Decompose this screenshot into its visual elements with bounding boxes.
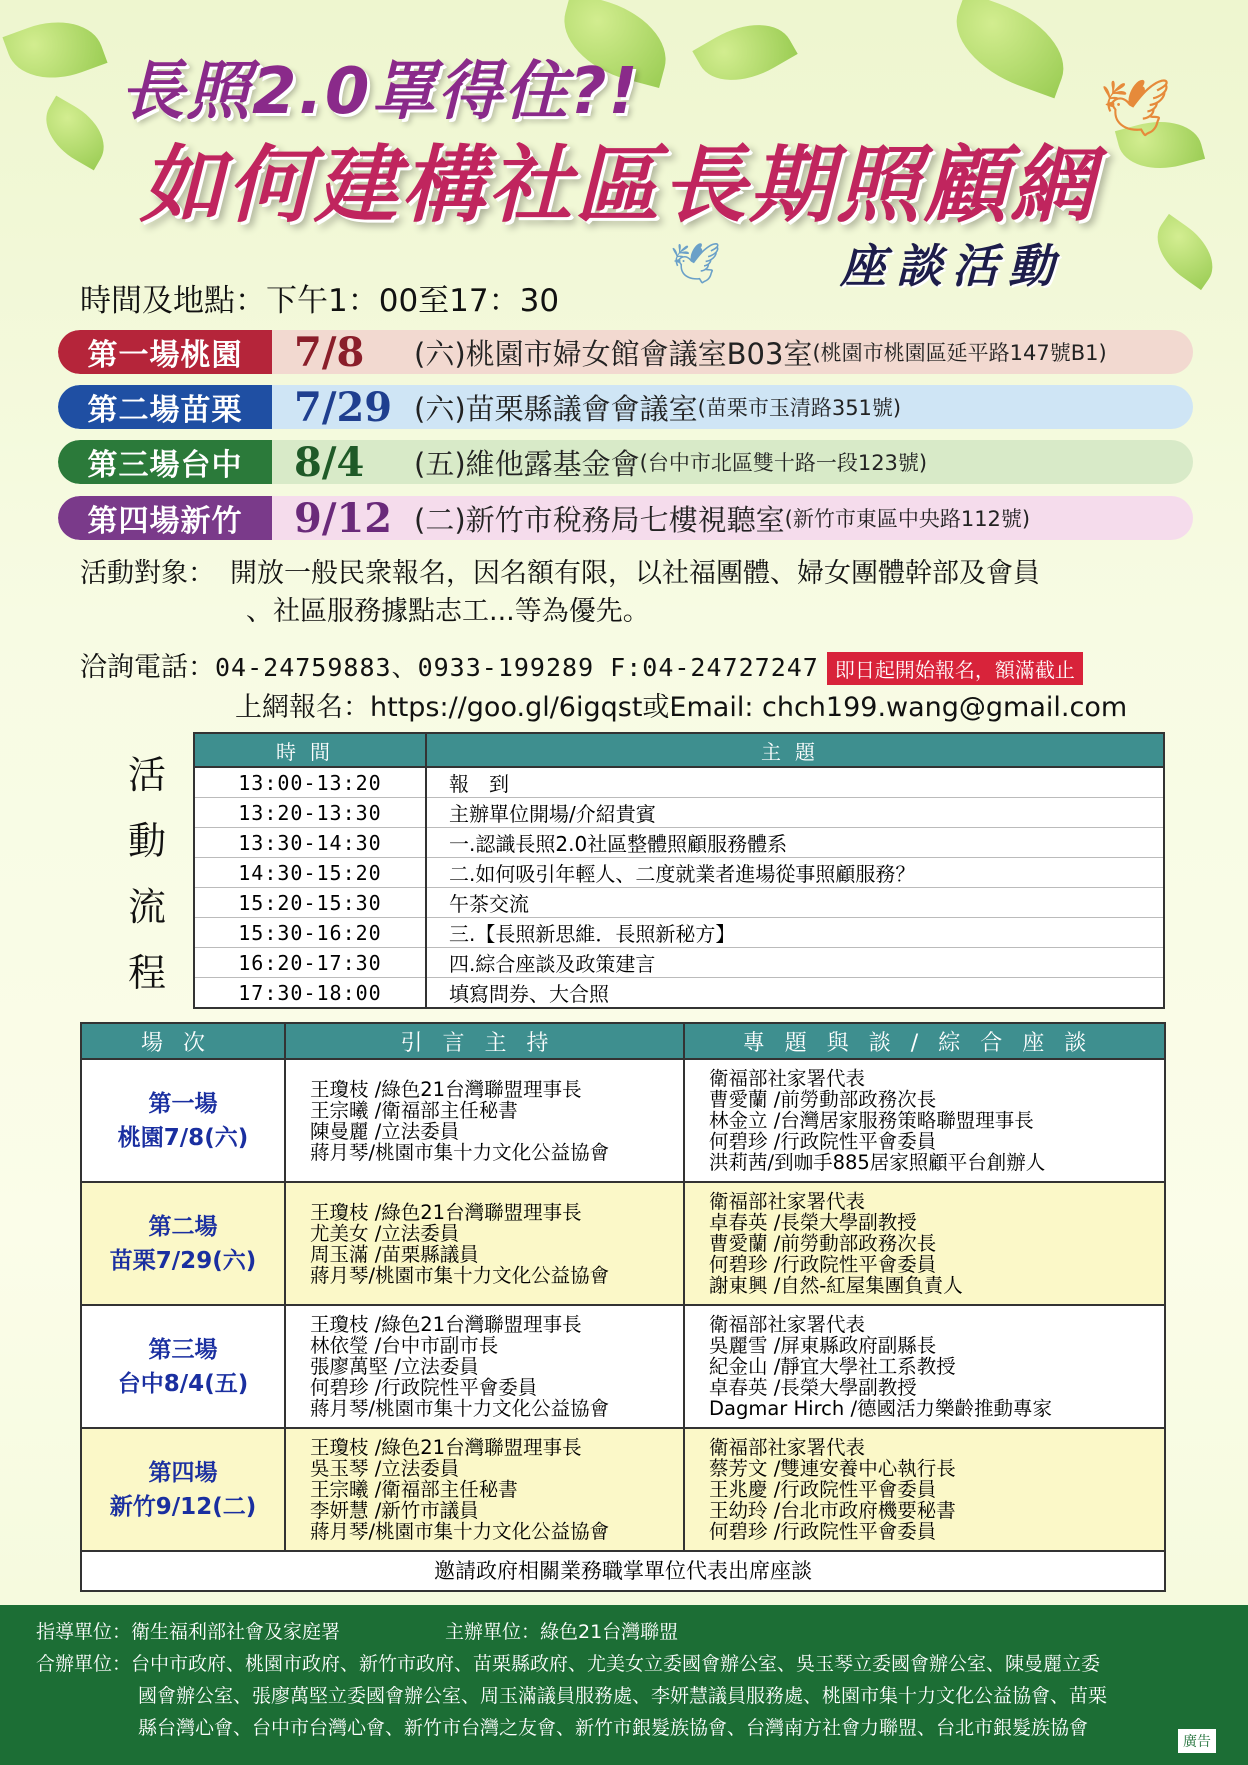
speaker-entry: 曹愛蘭 /前勞動部政務次長 <box>709 1088 937 1111</box>
footer-co-line-1: 合辦單位：台中市政府、桃園市政府、新竹市政府、苗栗縣政府、尤美女立委國會辦公室、吳玉琴立委國會辦公室、陳曼麗立委 <box>36 1653 1101 1675</box>
host-entry: 王瓊枝 /綠色21台灣聯盟理事長 <box>310 1313 582 1336</box>
audience-line-2: 、社區服務據點志工...等為優先。 <box>246 596 650 627</box>
schedule-hosts <box>285 1059 684 1182</box>
schedule-speakers <box>684 1428 1165 1551</box>
contact-phones: 04-24759883、0933-199289 F:04-24727247 <box>215 653 819 682</box>
host-entry: 尤美女 /立法委員 <box>310 1221 460 1245</box>
flow-row <box>194 948 1164 978</box>
leaf-decoration <box>942 0 1079 98</box>
flow-row <box>194 767 1164 798</box>
session-name: 第一場 <box>148 1090 218 1117</box>
speaker-entry: 何碧珍 /行政院性平會委員 <box>709 1130 937 1153</box>
host-entry: 吳玉琴 /立法委員 <box>310 1457 460 1480</box>
title-line-1: 長照2.0罩得住?! <box>120 55 640 129</box>
schedule-header-speakers: 專題與談/綜合座談 <box>684 1023 1165 1059</box>
flow-time: 16:20-17:30 <box>194 948 426 978</box>
host-entry: 蔣月琴/桃園市集十力文化公益協會 <box>310 1263 610 1287</box>
ad-label: 廣告 <box>1178 1729 1216 1753</box>
schedule-speakers <box>684 1305 1165 1428</box>
speaker-entry: 衛福部社家署代表 <box>709 1190 866 1213</box>
session-place: (六)苗栗縣議會會議室 <box>414 391 698 426</box>
host-entry: 王宗曦 /衛福部主任秘書 <box>310 1098 518 1122</box>
schedule-row <box>81 1182 1165 1305</box>
schedule-row <box>81 1428 1165 1551</box>
session-row <box>58 440 1193 484</box>
flow-row <box>194 978 1164 1009</box>
flow-title: 活動流程 <box>127 753 166 995</box>
session-date: 9/12 <box>294 496 393 540</box>
speaker-entry: Dagmar Hirch /德國活力樂齡推動專家 <box>709 1397 1053 1420</box>
host-entry: 王瓊枝 /綠色21台灣聯盟理事長 <box>310 1077 582 1101</box>
host-entry: 何碧珍 /行政院性平會委員 <box>310 1376 538 1399</box>
speaker-entry: 衛福部社家署代表 <box>709 1313 866 1336</box>
schedule-hosts <box>285 1428 684 1551</box>
flow-topic: 午茶交流 <box>426 888 1164 918</box>
schedule-row <box>81 1305 1165 1428</box>
speaker-entry: 卓春英 /長榮大學副教授 <box>709 1211 917 1234</box>
footer-co-line-2: 國會辦公室、張廖萬堅立委國會辦公室、周玉滿議員服務處、李妍慧議員服務處、桃園市集十力文化公益協會、苗栗 <box>138 1685 1108 1707</box>
schedule-hosts <box>285 1182 684 1305</box>
leaf-decoration <box>1144 214 1227 290</box>
leaf-decoration <box>33 96 117 171</box>
flow-topic: 二.如何吸引年輕人、二度就業者進場從事照顧服務？ <box>426 858 1164 888</box>
session-date-place: 新竹9/12(二) <box>109 1493 257 1520</box>
online-label: 上網報名： <box>235 692 370 723</box>
schedule-session <box>81 1305 285 1428</box>
flow-row <box>194 918 1164 948</box>
flow-time: 15:20-15:30 <box>194 888 426 918</box>
flow-header-topic: 主題 <box>426 733 1164 767</box>
session-place: (二)新竹市稅務局七樓視聽室 <box>414 502 785 537</box>
session-name: 第三場 <box>148 1336 218 1363</box>
session-label: 第三場台中 <box>58 440 272 484</box>
session-name: 第二場 <box>148 1213 218 1240</box>
contact-row <box>80 645 1083 685</box>
speaker-entry: 吳麗雪 /屏東縣政府副縣長 <box>709 1334 937 1357</box>
session-row <box>58 330 1193 374</box>
schedule-header-session: 場次 <box>81 1023 285 1059</box>
speaker-entry: 王幼玲 /台北市政府機要秘書 <box>709 1499 956 1522</box>
title-line-2: 如何建構社區長期照顧網 <box>140 136 1098 234</box>
online-link[interactable]: https://goo.gl/6igqst或Email: chch199.wang@gmail.com <box>370 692 1128 723</box>
flow-time: 17:30-18:00 <box>194 978 426 1009</box>
host-entry: 周玉滿 /苗栗縣議員 <box>310 1242 479 1266</box>
session-date: 8/4 <box>294 440 365 484</box>
host-entry: 李妍慧 /新竹市議員 <box>310 1499 479 1522</box>
schedule-hosts <box>285 1305 684 1428</box>
session-address: (苗栗市玉清路351號) <box>697 396 902 420</box>
audience-label: 活動對象： <box>80 558 215 589</box>
flow-time: 13:30-14:30 <box>194 828 426 858</box>
flow-table <box>193 732 1165 1009</box>
host-entry: 王宗曦 /衛福部主任秘書 <box>310 1478 518 1501</box>
title-line-3: 座談活動 <box>840 239 1064 293</box>
footer-organizer: 主辦單位：綠色21台灣聯盟 <box>445 1621 679 1643</box>
session-date-place: 苗栗7/29(六) <box>109 1247 257 1274</box>
speaker-entry: 紀金山 /靜宜大學社工系教授 <box>709 1355 956 1378</box>
speaker-entry: 洪莉茜/到咖手885居家照顧平台創辦人 <box>709 1151 1046 1174</box>
session-row <box>58 385 1193 429</box>
flow-row <box>194 888 1164 918</box>
speaker-entry: 蔡芳文 /雙連安養中心執行長 <box>709 1457 956 1480</box>
flow-time: 14:30-15:20 <box>194 858 426 888</box>
session-date: 7/8 <box>294 330 365 374</box>
flow-time: 13:00-13:20 <box>194 767 426 798</box>
host-entry: 王瓊枝 /綠色21台灣聯盟理事長 <box>310 1436 582 1459</box>
session-address: (新竹市東區中央路112號) <box>784 507 1031 531</box>
session-name: 第四場 <box>148 1459 218 1486</box>
speaker-entry: 卓春英 /長榮大學副教授 <box>709 1376 917 1399</box>
session-place: (五)維他露基金會 <box>414 446 640 481</box>
flow-topic: 四.綜合座談及政策建言 <box>426 948 1164 978</box>
dove-icon: 🕊 <box>670 241 721 287</box>
flow-time: 13:20-13:30 <box>194 798 426 828</box>
host-entry: 陳曼麗 /立法委員 <box>310 1119 460 1143</box>
footer-guide: 指導單位：衛生福利部社會及家庭署 <box>36 1621 341 1643</box>
flow-row <box>194 858 1164 888</box>
schedule-speakers <box>684 1059 1165 1182</box>
host-entry: 張廖萬堅 /立法委員 <box>310 1355 479 1378</box>
audience-section <box>80 555 1040 631</box>
flow-topic: 主辦單位開場/介紹貴賓 <box>426 798 1164 828</box>
schedule-session <box>81 1428 285 1551</box>
session-place: (六)桃園市婦女館會議室B03室 <box>414 336 813 371</box>
host-entry: 蔣月琴/桃園市集十力文化公益協會 <box>310 1520 610 1543</box>
session-label: 第二場苗栗 <box>58 385 272 429</box>
flow-row <box>194 798 1164 828</box>
schedule-speakers <box>684 1182 1165 1305</box>
schedule-note: 邀請政府相關業務職掌單位代表出席座談 <box>81 1551 1165 1591</box>
speaker-entry: 曹愛蘭 /前勞動部政務次長 <box>709 1232 937 1255</box>
speaker-entry: 林金立 /台灣居家服務策略聯盟理事長 <box>709 1109 1034 1132</box>
schedule-header-hosts: 引言主持 <box>285 1023 684 1059</box>
schedule-session <box>81 1059 285 1182</box>
schedule-table <box>80 1022 1166 1592</box>
host-entry: 蔣月琴/桃園市集十力文化公益協會 <box>310 1140 610 1164</box>
speaker-entry: 王兆慶 /行政院性平會委員 <box>709 1478 937 1501</box>
flow-topic: 一.認識長照2.0社區整體照顧服務體系 <box>426 828 1164 858</box>
session-address: (台中市北區雙十路一段123號) <box>639 451 928 475</box>
session-date-place: 台中8/4(五) <box>117 1370 249 1397</box>
session-date-place: 桃園7/8(六) <box>117 1124 249 1151</box>
session-date: 7/29 <box>294 385 393 429</box>
leaf-decoration <box>692 6 797 99</box>
flow-row <box>194 828 1164 858</box>
flow-topic: 三.【長照新思維．長照新秘方】 <box>426 918 1164 948</box>
schedule-row <box>81 1059 1165 1182</box>
registration-badge: 即日起開始報名，額滿截止 <box>827 652 1083 685</box>
speaker-entry: 謝東興 /自然-紅屋集團負責人 <box>709 1274 963 1297</box>
flow-header-time: 時間 <box>194 733 426 767</box>
speaker-entry: 何碧珍 /行政院性平會委員 <box>709 1520 937 1543</box>
online-registration <box>235 685 1127 724</box>
flow-topic: 報 到 <box>426 767 1164 798</box>
session-label: 第四場新竹 <box>58 496 272 540</box>
host-entry: 蔣月琴/桃園市集十力文化公益協會 <box>310 1397 610 1420</box>
time-location: 時間及地點：下午1：00至17：30 <box>80 283 560 319</box>
dove-icon: 🕊 <box>1100 76 1172 141</box>
session-row <box>58 496 1193 540</box>
session-address: (桃園市桃園區延平路147號B1) <box>812 341 1107 365</box>
audience-line-1: 開放一般民衆報名，因名額有限，以社福團體、婦女團體幹部及會員 <box>230 558 1040 589</box>
host-entry: 林依瑩 /台中市副市長 <box>310 1334 499 1357</box>
session-label: 第一場桃園 <box>58 330 272 374</box>
contact-label: 洽詢電話： <box>80 652 215 683</box>
footer-co-line-3: 縣台灣心會、台中市台灣心會、新竹市台灣之友會、新竹市銀髮族協會、台灣南方社會力聯盟、台北市銀髮族協會 <box>138 1717 1089 1739</box>
leaf-decoration <box>2 6 107 93</box>
speaker-entry: 衛福部社家署代表 <box>709 1436 866 1459</box>
flow-topic: 填寫問券、大合照 <box>426 978 1164 1009</box>
schedule-session <box>81 1182 285 1305</box>
speaker-entry: 何碧珍 /行政院性平會委員 <box>709 1253 937 1276</box>
host-entry: 王瓊枝 /綠色21台灣聯盟理事長 <box>310 1200 582 1224</box>
footer <box>0 1605 1248 1765</box>
speaker-entry: 衛福部社家署代表 <box>709 1067 866 1090</box>
flow-time: 15:30-16:20 <box>194 918 426 948</box>
